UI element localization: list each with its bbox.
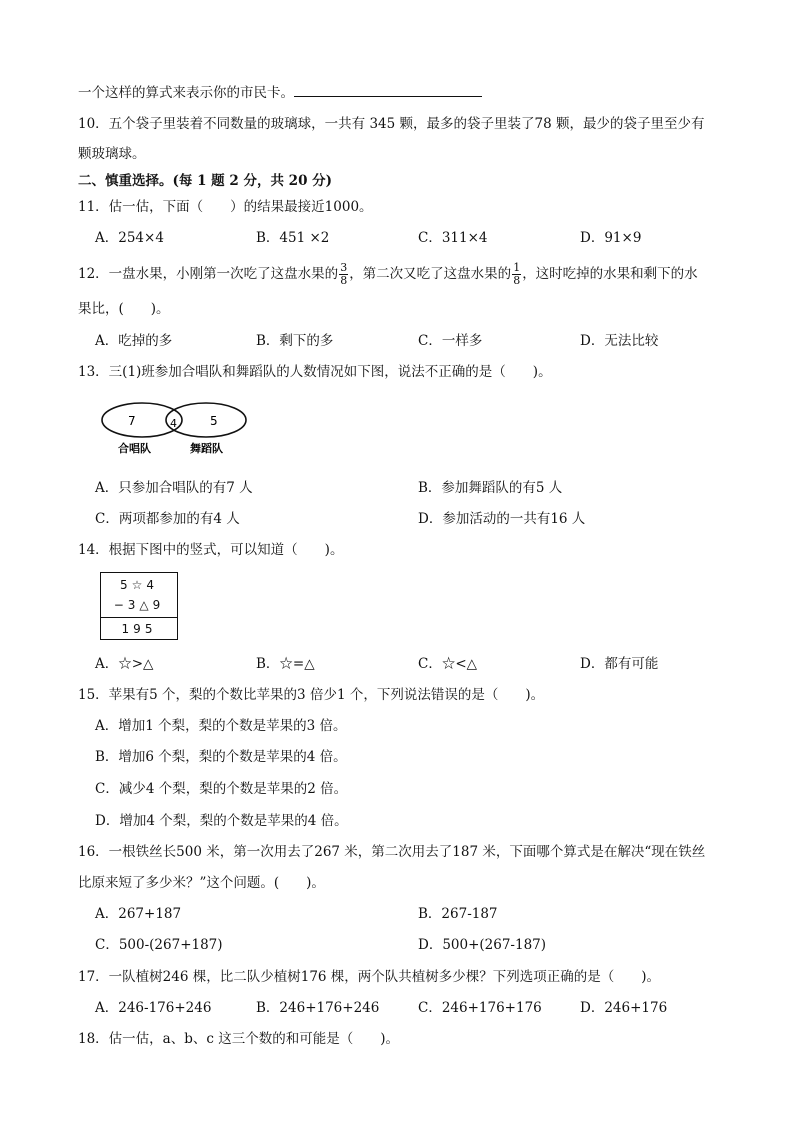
q12-stem-line2: 果比，( )。 — [78, 301, 170, 317]
q12-stem-c: ，这时吃掉的水果和剩下的水 — [522, 266, 698, 282]
venn-label-choir: 合唱队 — [118, 442, 151, 455]
q17-option-c[interactable]: C．246+176+176 — [418, 1000, 542, 1016]
q10-line2: 颗玻璃球。 — [78, 146, 146, 162]
q12-frac1-numerator: 3 — [340, 261, 348, 274]
vertical-subtraction-box — [100, 572, 178, 640]
vertical-row-1: 5☆4 — [119, 578, 159, 592]
vertical-row-3: 195 — [121, 622, 157, 636]
q15-option-a[interactable]: A．增加1 个梨，梨的个数是苹果的3 倍。 — [95, 718, 347, 734]
q16-option-c[interactable]: C．500-(267+187) — [95, 937, 223, 953]
q12-option-a[interactable]: A．吃掉的多 — [95, 333, 173, 349]
q12-option-d[interactable]: D．无法比较 — [580, 333, 659, 349]
q14-option-c[interactable]: C．☆<△ — [418, 656, 478, 672]
q17-stem: 17．一队植树246 棵，比二队少植树176 棵，两个队共植树多少棵？下列选项正确的是（ )。 — [78, 969, 661, 985]
q13-option-a[interactable]: A．只参加合唱队的有7 人 — [95, 480, 253, 496]
q16-option-a[interactable]: A．267+187 — [95, 906, 182, 922]
venn-circle-dance — [166, 403, 246, 437]
q16-stem-line1: 16．一根铁丝长500 米，第一次用去了267 米，第二次用去了187 米，下面哪个算式是在解决“现在铁丝 — [78, 844, 706, 860]
q11-option-c[interactable]: C．311×4 — [418, 230, 488, 246]
venn-left-value: 7 — [128, 414, 136, 428]
q12-stem-b: ，第二次又吃了这盘水果的 — [349, 266, 512, 282]
venn-right-value: 5 — [210, 414, 218, 428]
q11-stem: 11．估一估，下面（ ）的结果最接近1000。 — [78, 199, 373, 215]
q12-frac2-numerator: 1 — [513, 261, 521, 274]
q16-option-b[interactable]: B．267-187 — [418, 906, 498, 922]
q14-option-b[interactable]: B．☆=△ — [256, 656, 315, 672]
q12-option-c[interactable]: C．一样多 — [418, 333, 483, 349]
q15-option-b[interactable]: B．增加6 个梨，梨的个数是苹果的4 倍。 — [95, 749, 347, 765]
venn-label-dance: 舞蹈队 — [190, 442, 223, 455]
q13-option-b[interactable]: B．参加舞蹈队的有5 人 — [418, 480, 563, 496]
q9-answer-blank[interactable] — [294, 84, 482, 97]
venn-middle-value: 4 — [170, 417, 177, 430]
q11-option-a[interactable]: A．254×4 — [95, 230, 164, 246]
q16-stem-line2: 比原来短了多少米？”这个问题。( )。 — [78, 875, 325, 891]
q10-line1: 10．五个袋子里装着不同数量的玻璃球，一共有 345 颗，最多的袋子里装了78 颗，最少的袋子里至少有 — [78, 116, 705, 132]
q17-option-b[interactable]: B．246+176+246 — [256, 1000, 380, 1016]
q11-option-b[interactable]: B．451 ×2 — [256, 230, 330, 246]
q14-option-d[interactable]: D．都有可能 — [580, 656, 659, 672]
vertical-result-line — [101, 617, 177, 618]
q12-frac1-denominator: 8 — [340, 274, 348, 287]
q13-stem: 13．三(1)班参加合唱队和舞蹈队的人数情况如下图，说法不正确的是（ )。 — [78, 364, 552, 380]
q14-option-a[interactable]: A．☆>△ — [95, 656, 154, 672]
q14-stem: 14．根据下图中的竖式，可以知道（ )。 — [78, 542, 344, 558]
q12-option-b[interactable]: B．剩下的多 — [256, 333, 334, 349]
q15-stem: 15．苹果有5 个，梨的个数比苹果的3 倍少1 个，下列说法错误的是（ )。 — [78, 687, 545, 703]
q12-stem-a: 12．一盘水果，小刚第一次吃了这盘水果的 — [78, 266, 339, 282]
q17-option-d[interactable]: D．246+176 — [580, 1000, 668, 1016]
q15-option-c[interactable]: C．减少4 个梨，梨的个数是苹果的2 倍。 — [95, 781, 348, 797]
q15-option-d[interactable]: D．增加4 个梨，梨的个数是苹果的4 倍。 — [95, 813, 348, 829]
q9-tail-line — [78, 84, 482, 102]
q18-stem: 18．估一估，a、b、c 这三个数的和可能是（ )。 — [78, 1031, 399, 1047]
q11-option-d[interactable]: D．91×9 — [580, 230, 642, 246]
q13-option-d[interactable]: D．参加活动的一共有16 人 — [418, 511, 586, 527]
q17-option-a[interactable]: A．246-176+246 — [95, 1000, 212, 1016]
q12-stem-line1 — [78, 262, 698, 287]
section-2-heading: 二、慎重选择。(每 1 题 2 分，共 20 分) — [78, 173, 333, 189]
q12-frac2-denominator: 8 — [513, 274, 521, 287]
q9-tail-text: 一个这样的算式来表示你的市民卡。 — [78, 85, 294, 101]
vertical-row-2: −3△9 — [113, 598, 165, 612]
q13-option-c[interactable]: C．两项都参加的有4 人 — [95, 511, 240, 527]
q12-fraction-2 — [512, 262, 521, 287]
q12-fraction-1 — [339, 262, 348, 287]
q16-option-d[interactable]: D．500+(267-187) — [418, 937, 547, 953]
venn-diagram — [100, 396, 250, 456]
